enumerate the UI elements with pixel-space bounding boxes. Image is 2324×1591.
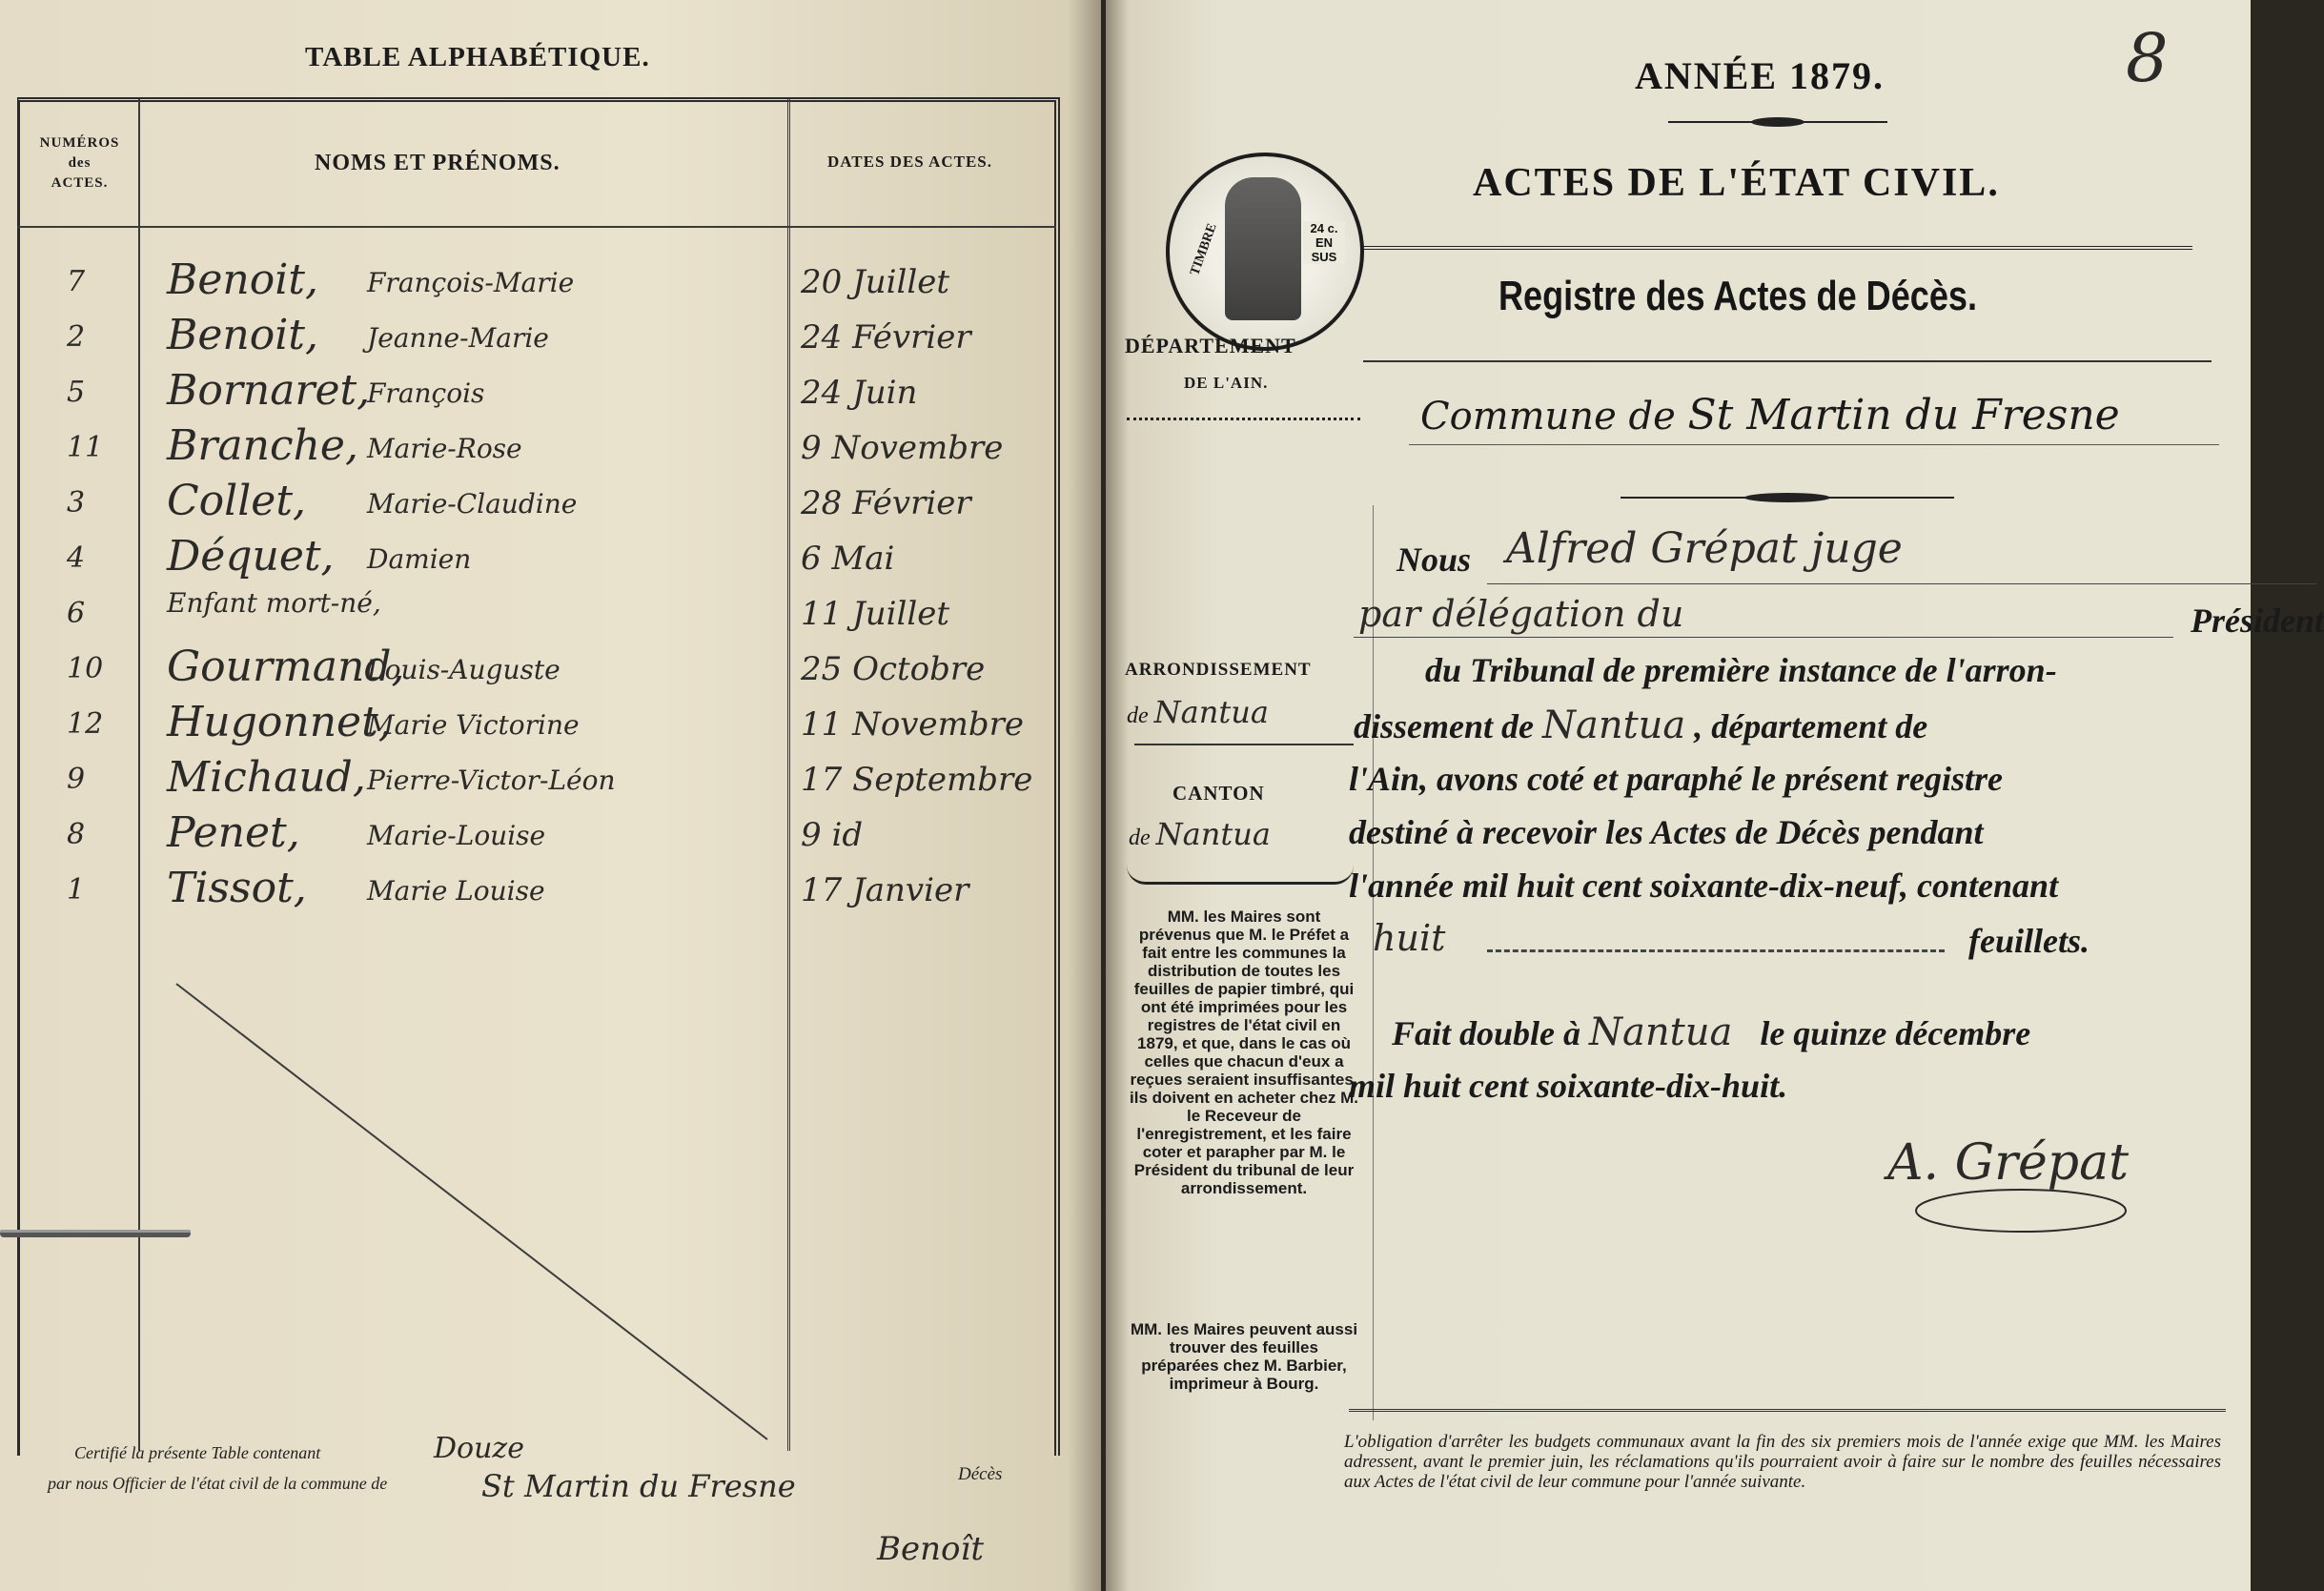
right-page [1106, 0, 2324, 1591]
stamp-label: TIMBRE [1188, 221, 1220, 278]
left-page [0, 0, 1101, 1591]
year-heading: ANNÉE 1879. [1635, 54, 1886, 97]
entry-date: 24 Juin [801, 374, 918, 412]
signature-flourish [1906, 1182, 2135, 1239]
entry-given-name: François-Marie [367, 267, 575, 298]
entry-given-name: Marie Louise [367, 875, 545, 907]
footer-note: L'obligation d'arrêter les budgets communaux avant la fin des six premiers mois de l'année exige que MM. les Maires adressent, avant le premier juin, les réclamations qu'ils pourraient avoir à faire sur le nombre des feuilles nécessaires aux Actes de l'état civil de leur commune pour l'année suivante. [1344, 1432, 2221, 1492]
entry-given-name: Jeanne-Marie [367, 322, 549, 354]
arrondissement-line: de Nantua [1127, 694, 1269, 730]
entry-number: 12 [67, 707, 104, 741]
certify-count: Douze [434, 1432, 524, 1465]
canton-line: de Nantua [1129, 816, 1271, 852]
canton-label: CANTON [1172, 782, 1265, 805]
entry-surname: Collet, [167, 477, 307, 525]
table-title: TABLE ALPHABÉTIQUE. [305, 42, 650, 72]
entry-given-name: François [367, 377, 485, 409]
fait-year: mil huit cent soixante-dix-huit. [1349, 1067, 1788, 1105]
entry-number: 8 [67, 818, 86, 851]
arrondissement-label: ARRONDISSEMENT [1125, 660, 1312, 680]
count-written: huit [1373, 917, 1446, 959]
entry-date: 28 Février [801, 484, 971, 522]
entry-given-name: Marie-Claudine [367, 488, 578, 520]
entry-date: 20 Juillet [801, 263, 950, 301]
entry-date: 11 Novembre [801, 705, 1024, 744]
commune-name: St Martin du Fresne [1687, 391, 2120, 439]
entry-surname: Déquet, [167, 532, 335, 581]
entry-given-name: Damien [367, 543, 472, 575]
line-ain: l'Ain, avons coté et paraphé le présent registre [1349, 760, 2003, 798]
certify-type: Décès [958, 1464, 1003, 1484]
entry-number: 1 [67, 873, 86, 907]
entry-given-name: Marie-Rose [367, 433, 522, 464]
line-destine: destiné à recevoir les Actes de Décès pendant [1349, 813, 1984, 851]
entry-given-name: Louis-Auguste [367, 654, 561, 685]
stamp-value: 24 c. EN SUS [1303, 221, 1345, 264]
col-header-dates: DATES DES ACTES. [827, 153, 992, 171]
col-header-names: NOMS ET PRÉNOMS. [315, 151, 561, 175]
folio-number: 8 [2126, 19, 2169, 97]
entry-surname: Benoit, [167, 255, 318, 304]
departement-name: DE L'AIN. [1184, 374, 1269, 392]
departement-label: DÉPARTEMENT [1125, 334, 1296, 357]
nous-label: Nous [1396, 541, 1472, 579]
entry-number: 3 [67, 486, 86, 520]
entry-given-name: Marie Victorine [367, 709, 580, 741]
entry-surname: Hugonnet, [167, 698, 392, 746]
entry-date: 11 Juillet [801, 595, 950, 633]
title-rule [1363, 360, 2212, 362]
count-dashes [1487, 949, 1945, 952]
commune-line [1420, 391, 2120, 439]
entry-number: 11 [67, 431, 104, 464]
header-rule [1363, 246, 2192, 250]
by-delegation: par délégation du [1358, 593, 1684, 635]
section-header: ACTES DE L'ÉTAT CIVIL. [1473, 161, 2000, 205]
entry-date: 9 Novembre [801, 429, 1004, 467]
entry-surname: Michaud, [167, 753, 366, 802]
entry-number: 7 [67, 265, 86, 298]
entry-date: 6 Mai [801, 540, 895, 578]
margin-vrule [1373, 505, 1374, 1420]
entry-surname: Branche, [167, 421, 358, 470]
stamp-figure-icon [1225, 177, 1301, 320]
commune-label: Commune [1420, 395, 1617, 439]
certify-line-1: Certifié la présente Table contenant [74, 1443, 321, 1462]
tax-stamp [1166, 153, 1364, 351]
judge-name-line [1487, 583, 2316, 584]
entry-number: 10 [67, 652, 104, 685]
col-header-numbers: NUMÉROS des ACTES. [39, 135, 120, 191]
year-ornament [1668, 112, 1887, 132]
certify-commune: St Martin du Fresne [481, 1468, 796, 1504]
entry-number: 6 [67, 597, 86, 630]
feuillets-label: feuillets. [1968, 922, 2090, 960]
footer-rule [1349, 1409, 2226, 1412]
commune-ornament [1621, 488, 1954, 507]
judge-signature: A. Grépat [1887, 1134, 2129, 1192]
judge-name: Alfred Grépat juge [1506, 524, 1903, 573]
entry-given-name: Marie-Louise [367, 820, 546, 851]
entry-date: 25 Octobre [801, 650, 986, 688]
margin-rule-2 [1134, 744, 1354, 745]
entry-surname: Tissot, [167, 864, 307, 912]
line-dissement: dissement de Nantua , département de [1354, 704, 1928, 747]
entry-date: 9 id [801, 816, 864, 854]
certify-line-2: par nous Officier de l'état civil de la commune de [48, 1474, 388, 1493]
canton-name: Nantua [1155, 816, 1271, 852]
entry-number: 9 [67, 763, 86, 796]
notice-timbre: MM. les Maires sont prévenus que M. le Préfet a fait entre les communes la distribution de toutes les feuilles de papier timbré, qui ont été imprimées pour les registres de l'état civil en 1879, et que, dans le cas où celles que chacun d'eux a reçues seraient insuffisantes, ils doivent en acheter chez M. le Receveur de l'enregistrement, et les faire coter et parapher par M. le Président du tribunal de leur arrondissement. [1130, 908, 1358, 1197]
entry-surname: Penet, [167, 808, 300, 857]
entry-number: 4 [67, 541, 86, 575]
entry-surname: Bornaret, [167, 366, 371, 415]
entry-surname: Gourmand, [167, 643, 405, 691]
entry-given-name: Pierre-Victor-Léon [367, 765, 616, 796]
closing-diagonal-line [0, 0, 1101, 1591]
certify-signature: Benoît [877, 1530, 985, 1568]
delegation-line [1354, 637, 2173, 638]
entry-surname: Benoit, [167, 311, 318, 359]
entry-date: 17 Janvier [801, 871, 969, 909]
entry-surname: Enfant mort-né, [167, 587, 381, 619]
arrondissement-name: Nantua [1153, 694, 1269, 730]
fait-place: Nantua [1589, 1010, 1733, 1054]
entry-number: 2 [67, 320, 86, 354]
margin-rule-1 [1127, 418, 1360, 420]
commune-de: de [1628, 395, 1676, 439]
line-annee: l'année mil huit cent soixante-dix-neuf, contenant [1349, 867, 2059, 905]
entry-number: 5 [67, 376, 86, 409]
entry-date: 17 Septembre [801, 761, 1033, 799]
commune-underline [1409, 444, 2219, 445]
president-label: Président [2191, 602, 2324, 640]
entry-date: 24 Février [801, 318, 971, 357]
dissement-name: Nantua [1541, 704, 1686, 747]
fait-double: Fait double à Nantua le quinze décembre [1392, 1010, 2031, 1054]
canton-bracket [1127, 782, 1354, 885]
register-title: Registre des Actes de Décès. [1498, 273, 1978, 319]
pen-object [0, 1220, 210, 1249]
notice-barbier: MM. les Maires peuvent aussi trouver des feuilles préparées chez M. Barbier, imprimeur à Bourg. [1130, 1320, 1358, 1393]
line-tribunal: du Tribunal de première instance de l'arron- [1425, 651, 2057, 689]
